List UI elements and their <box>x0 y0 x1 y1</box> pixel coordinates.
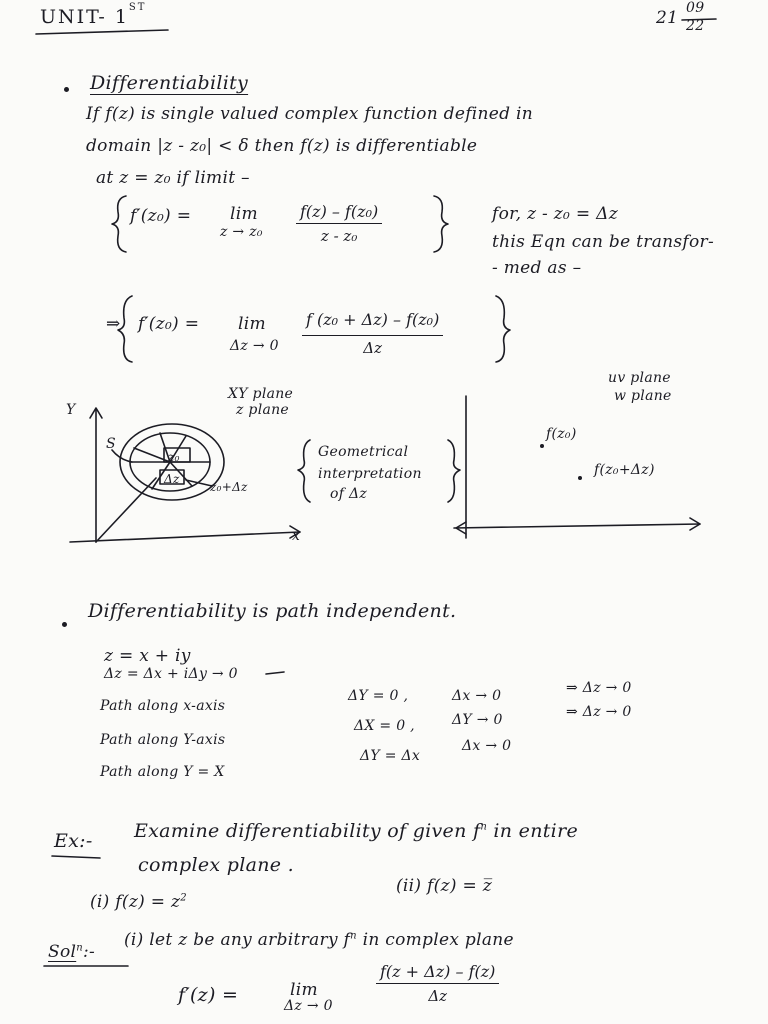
def2-numerator: f (z₀ + Δz) – f(z₀) <box>302 310 443 336</box>
path-row-2-cond1: ΔX = 0 , <box>354 718 415 734</box>
z0-dz-label: z₀+Δz <box>210 480 248 494</box>
z-plane-label: z plane <box>236 402 290 418</box>
dz-label: Δz <box>164 472 180 486</box>
spoke-6 <box>170 462 192 486</box>
side-note-2: this Eqn can be transfor- <box>492 232 715 252</box>
solution-lhs: f′(z) = <box>178 984 239 1006</box>
example-text-2: complex plane . <box>138 854 294 876</box>
solution-denominator: Δz <box>428 987 448 1005</box>
side-note-1: for, z - z₀ = Δz <box>492 204 618 224</box>
path-row-3-cond2: Δx → 0 <box>462 738 512 754</box>
fz0-label: f(z₀) <box>546 426 577 442</box>
def2-lhs: f′(z₀) = <box>138 314 200 334</box>
def1-numerator: f(z) – f(z₀) <box>296 202 382 224</box>
def1-lim-sub: z → z₀ <box>220 224 263 240</box>
section1-line2: domain |z - z₀| < δ then f(z) is differentiable <box>86 136 478 156</box>
path-row-2-cond2: ΔY → 0 <box>452 712 503 728</box>
def1-left-brace <box>112 196 126 252</box>
section1-title: Differentiability <box>90 72 249 94</box>
solution-lim-sub: Δz → 0 <box>284 998 333 1014</box>
def2-left-brace <box>118 296 132 362</box>
x-axis-label: x <box>292 528 301 544</box>
def2-right-brace <box>496 296 510 362</box>
date-day: 21 <box>656 8 679 28</box>
geo-line-2: interpretation <box>318 466 422 482</box>
right-x-axis <box>454 524 700 528</box>
example-item-ii: (ii) f(z) = z̅ <box>396 876 492 896</box>
section1-line1: If f(z) is single valued complex function defined in <box>86 104 534 124</box>
example-text-1: Examine differentiability of given $f^n$ in entire <box>134 820 578 842</box>
solution-numerator: f(z + Δz) – f(z) <box>376 962 499 984</box>
path-row-2-path: Path along Y-axis <box>100 732 226 748</box>
eq2-arrow <box>266 672 284 674</box>
unit-title: UNIT- 1ST <box>40 1 147 28</box>
y-axis-label: Y <box>66 402 76 418</box>
geo-left-brace <box>298 440 310 502</box>
def1-lim: lim <box>230 204 258 224</box>
path-row-1-result: ⇒ Δz → 0 <box>566 680 632 696</box>
def2-denominator: Δz <box>363 339 383 357</box>
solution-text: (i) let z be any arbitrary $f^n$ in complex plane <box>124 930 514 950</box>
example-label: Ex:- <box>54 830 93 852</box>
def1-right-brace <box>434 196 448 252</box>
path-row-1-cond1: ΔY = 0 , <box>348 688 409 704</box>
path-row-2-result: ⇒ Δz → 0 <box>566 704 632 720</box>
example-item-i: (i) $f(z) = z^2$ <box>90 892 187 912</box>
path-row-3-cond1: ΔY = Δx <box>360 748 421 764</box>
left-origin-line <box>96 478 156 542</box>
path-row-3-path: Path along Y = X <box>100 764 225 780</box>
fz0-point <box>540 444 544 448</box>
date-year: 22 <box>686 18 705 34</box>
def2-arrow: ⇒ <box>106 314 121 334</box>
example-label-underline <box>52 856 100 858</box>
date-fraction-bar <box>682 19 716 20</box>
date-month: 09 <box>686 0 705 16</box>
unit-title-underline <box>36 30 168 34</box>
section2-eq1: z = x + iy <box>104 646 191 666</box>
xy-plane-label: XY plane <box>228 386 294 402</box>
fz0dz-label: f(z₀+Δz) <box>594 462 655 478</box>
spoke-5 <box>152 462 170 489</box>
geo-line-3: of Δz <box>330 486 368 502</box>
path-row-1-cond2: Δx → 0 <box>452 688 502 704</box>
fz0dz-point <box>578 476 582 480</box>
solution-label: Sol$^n$:- <box>48 942 96 962</box>
path-row-1-path: Path along x-axis <box>100 698 226 714</box>
solution-lim: lim <box>290 980 318 1000</box>
w-plane-label: w plane <box>614 388 672 404</box>
section2-eq2: Δz = Δx + iΔy → 0 <box>104 666 238 682</box>
uv-plane-label: uv plane <box>608 370 671 386</box>
geo-line-1: Geometrical <box>318 444 409 460</box>
section1-line3: at z = z₀ if limit – <box>96 168 250 188</box>
s-label: S <box>106 436 116 452</box>
def2-lim: lim <box>238 314 266 334</box>
def1-lhs: f′(z₀) = <box>130 206 192 226</box>
def1-denominator: z - z₀ <box>320 227 358 245</box>
def2-lim-sub: Δz → 0 <box>230 338 279 354</box>
section2-title: Differentiability is path independent. <box>88 600 457 622</box>
spoke-4 <box>170 436 186 462</box>
side-note-3: - med as – <box>492 258 582 278</box>
z0-label: z₀ <box>168 450 180 464</box>
geo-right-brace <box>448 440 460 502</box>
